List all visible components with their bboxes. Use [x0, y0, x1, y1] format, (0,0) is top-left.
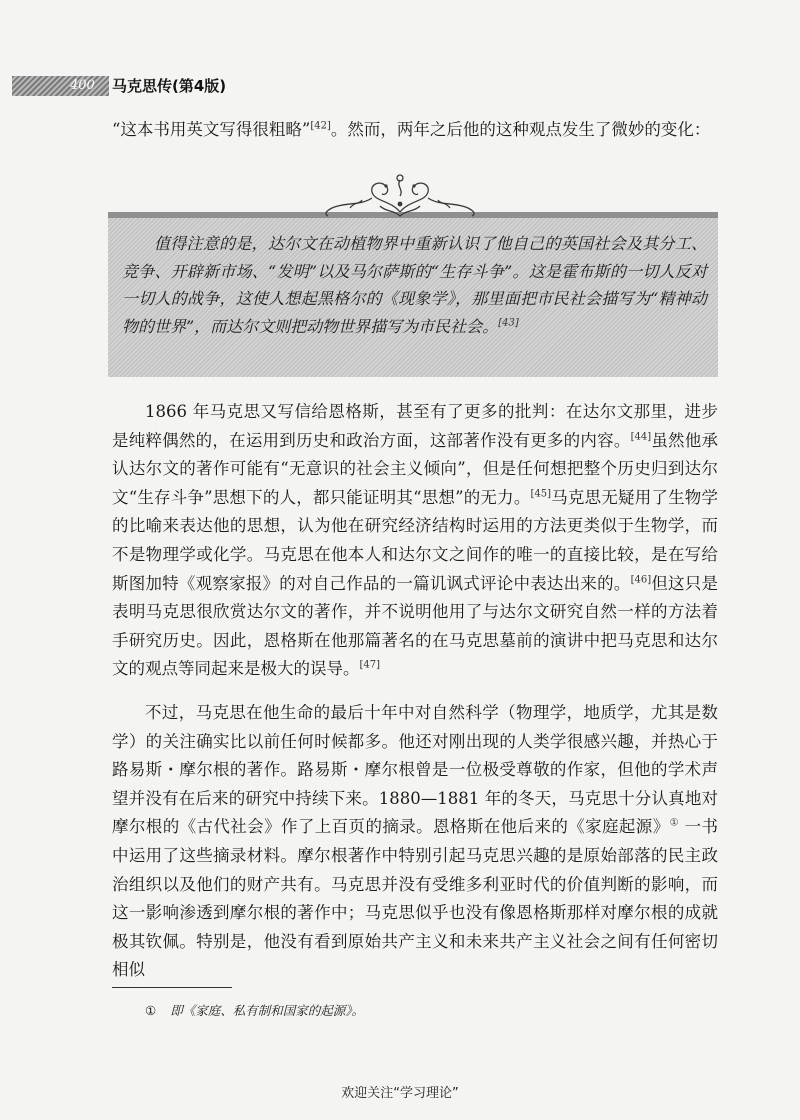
footnote	[145, 1002, 364, 1020]
paragraph-1-sentence-2: 虽然他承认达尔文的著作可能有“无意识的社会主义倾向”，但是任何想把整个历史归到达尔文“生存斗争”思想下的人，都只能证明其“思想”的无力。	[112, 430, 719, 507]
page-footer: 欢迎关注“学习理论”	[341, 1086, 459, 1101]
paragraph-2-part-1: 不过，马克思在他生命的最后十年中对自然科学（物理学，地质学，尤其是数学）的关注确实比以前任何时候都多。他还对刚出现的人类学很感兴趣，并热心于路易斯・摩尔根的著作。路易斯・摩尔根曾是一位极受尊敬的作家，但他的学术声望并没有在后来的研究中持续下来。1880—1881 年的冬天，马克思十分认真地对摩尔根的《古代社会》作了上百页的摘录。恩格斯在他后来的《家庭起源》	[112, 703, 718, 837]
intro-quote: “这本书用英文写得很粗略”	[112, 120, 311, 139]
citation-43: [43]	[498, 317, 519, 329]
running-header-title: 马克思传(第4版)	[112, 77, 227, 95]
citation-42: [42]	[310, 120, 331, 132]
footnote-text: 即《家庭、私有制和国家的起源》。	[170, 1003, 364, 1018]
paragraph-1-sentence-3: 马克思无疑用了生物学的比喻来表达他的思想，认为他在研究经济结构时运用的方法更类似于生物学，而不是物理学或化学。马克思在他本人和达尔文之间作的唯一的直接比较，是在写给斯图加特《观察家报》的对自己作品的一篇讥讽式评论中表达出来的。	[112, 487, 718, 593]
footnote-mark: ①	[145, 1003, 157, 1018]
flourish-ornament-icon	[320, 172, 480, 218]
footnote-divider	[112, 987, 232, 988]
intro-continuation: 。然而，两年之后他的这种观点发生了微妙的变化：	[330, 120, 711, 139]
citation-44: [44]	[630, 431, 652, 443]
paragraph-2-part-2: 一书中运用了这些摘录材料。摩尔根著作中特别引起马克思兴趣的是原始部落的民主政治组织以及他们的财产共有。马克思并没有受维多利亚时代的价值判断的影响，而这一影响渗透到摩尔根的著作中；马克思似乎也没有像恩格斯那样对摩尔根的成就极其钦佩。特别是，他没有看到原始共产主义和未来共产主义社会之间有任何密切相似	[112, 817, 719, 980]
paragraph-1-sentence-4: 但这只是表明马克思很欣赏达尔文的著作，并不说明他用了与达尔文研究自然一样的方法着手研究历史。因此，恩格斯在他那篇著名的在马克思墓前的演讲中把马克思和达尔文的观点等同起来是极大的误导。	[112, 573, 719, 679]
intro-paragraph	[112, 116, 718, 145]
block-quote-text: 值得注意的是，达尔文在动植物界中重新认识了他自己的英国社会及其分工、竞争、开辟新市场、“发明”以及马尔萨斯的“生存斗争”。这是霍布斯的一切人反对一切人的战争，这使人想起黑格尔的《现象学》，那里面把市民社会描写为“精神动物的世界”，而达尔文则把动物世界描写为市民社会。	[122, 234, 707, 336]
block-quote	[122, 230, 707, 340]
paragraph-1-sentence-1: 1866 年马克思又写信给恩格斯，甚至有了更多的批判：在达尔文那里，进步是纯粹偶然的，在运用到历史和政治方面，这部著作没有更多的内容。	[112, 402, 718, 450]
body-paragraph-1	[112, 398, 718, 684]
footnote-reference-mark[interactable]: ①	[669, 817, 679, 829]
body-paragraph-2	[112, 699, 718, 985]
citation-46: [46]	[630, 574, 652, 586]
citation-45: [45]	[530, 488, 552, 500]
page-number: 400	[70, 78, 95, 93]
citation-47: [47]	[359, 659, 381, 671]
